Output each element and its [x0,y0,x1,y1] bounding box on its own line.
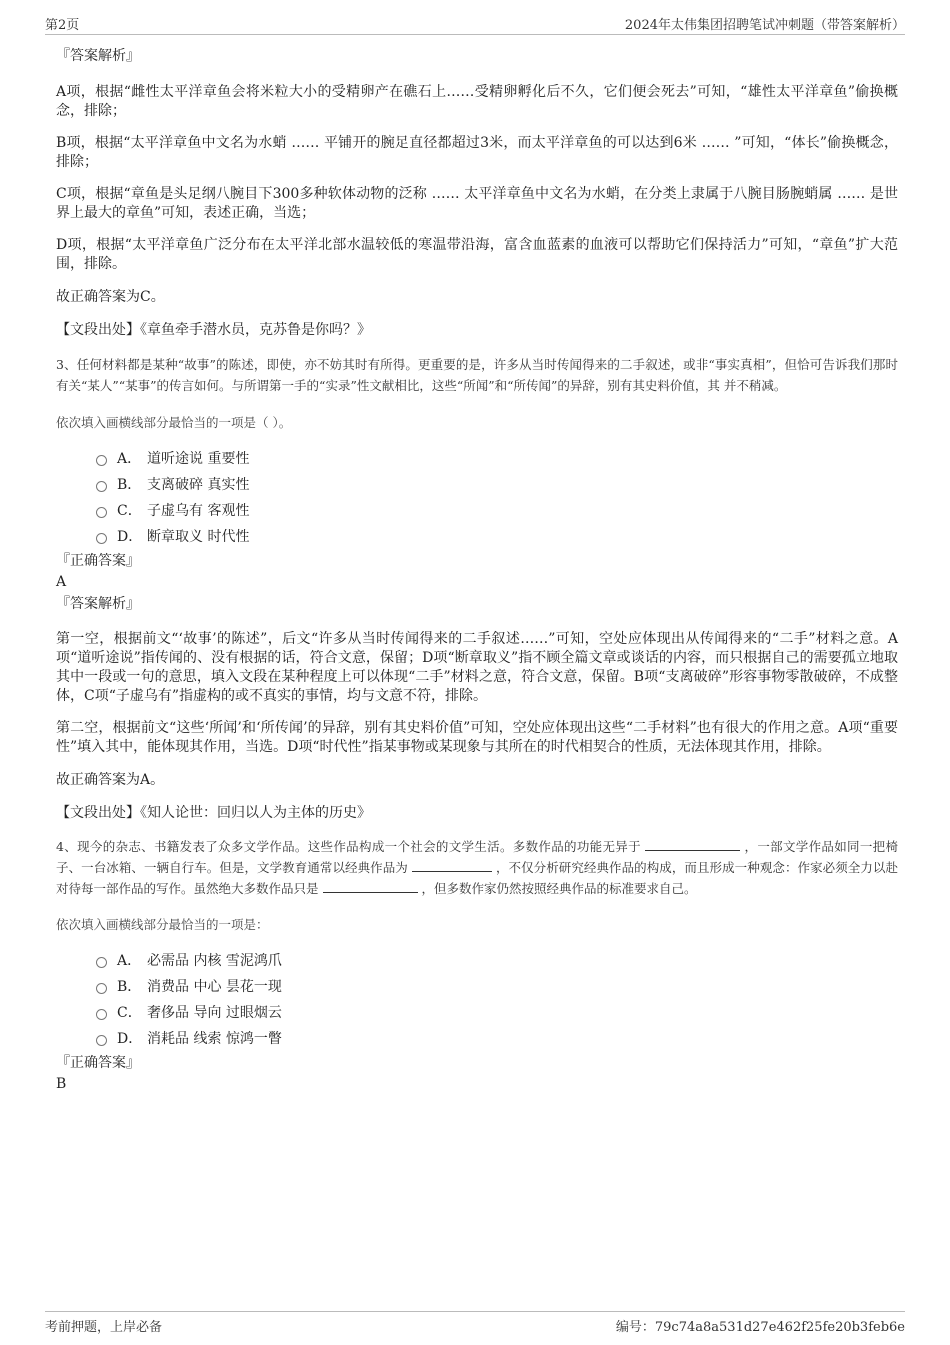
fill-blank [412,859,492,872]
radio-button-icon[interactable] [96,533,107,544]
option-letter: D． [117,1031,143,1047]
option-b[interactable] [96,973,898,999]
analysis-para-c: C项，根据“章鱼是头足纲八腕目下300多种软体动物的泛称 …… 太平洋章鱼中文名为水蛸，在分类上隶属于八腕目肠腕蛸属 …… 是世界上最大的章鱼”可知，表述正确，当选； [56,186,898,221]
option-text: 消费品 中心 昙花一现 [147,979,282,995]
radio-button-icon[interactable] [96,455,107,466]
question-3-prompt: 依次填入画横线部分最恰当的一项是（ ）。 [56,415,292,430]
option-letter: A． [117,451,142,467]
analysis-para-blank-2: 第二空，根据前文“这些‘所闻’和‘所传闻’的异辞，别有其史料价值”可知，空处应体现出这些“二手材料”也有很大的作用之意。A项“重要性”填入其中，能体现其作用，当选。D项“时代性”指某事物或某现象与其所在的时代相契合的性质，无法体现其作用，排除。 [56,720,898,755]
source-citation: 【文段出处】《章鱼牵手潜水员，克苏鲁是你吗？》 [56,322,371,338]
option-letter: B． [117,979,142,995]
radio-button-icon[interactable] [96,983,107,994]
question-3-stem: 3、任何材料都是某种“故事”的陈述，即使，亦不妨其时有所得。更重要的是，许多从当时传闻得来的二手叙述，或非“事实真相”，但恰可告诉我们那时有关“某人”“某事”的传言如何。与所谓第一手的“实录”性文献相比，这些“所闻”和“所传闻”的异辞，别有其史料价值，其 并不稍减。 [56,357,898,393]
option-text: 子虚乌有 客观性 [147,503,250,519]
analysis-conclusion: 故正确答案为C。 [56,289,165,305]
radio-button-icon[interactable] [96,507,107,518]
option-text: 道听途说 重要性 [147,451,250,467]
source-citation: 【文段出处】《知人论世：回归以人为主体的历史》 [56,805,371,821]
radio-button-icon[interactable] [96,1035,107,1046]
analysis-para-d: D项，根据“太平洋章鱼广泛分布在太平洋北部水温较低的寒温带沿海，富含血蓝素的血液可以帮助它们保持活力”可知，“章鱼”扩大范围，排除。 [56,237,898,272]
question-4-options [56,947,898,1051]
document-title: 2024年太伟集团招聘笔试冲刺题（带答案解析） [624,18,905,33]
fill-blank [645,838,740,851]
question-4-stem [56,836,898,899]
page-footer [45,1311,905,1336]
option-b[interactable] [96,471,898,497]
option-a[interactable] [96,445,898,471]
option-d[interactable] [96,523,898,549]
question-3-options [56,445,898,549]
page-header [45,12,905,35]
footer-slogan: 考前押题，上岸必备 [45,1320,163,1335]
option-d[interactable] [96,1025,898,1051]
correct-answer: B [56,1076,67,1092]
question-4-prompt: 依次填入画横线部分最恰当的一项是： [56,917,269,932]
option-text: 奢侈品 导向 过眼烟云 [147,1005,282,1021]
option-letter: D． [117,529,143,545]
analysis-label: 『答案解析』 [56,48,140,64]
stem-segment: ，不仅分析研究经典作品的构成，而且形成一种观念：作家必须全力以赴对待每一部作品的写作。虽然绝大多数作品只是 [56,860,898,896]
radio-button-icon[interactable] [96,957,107,968]
analysis-para-blank-1: 第一空，根据前文“‘故事’的陈述”，后文“许多从当时传闻得来的二手叙述……”可知，空处应体现出从传闻得来的“二手”材料之意。A项“道听途说”指传闻的、没有根据的话，符合文意，保留；D项“断章取义”指不顾全篇文章或谈话的内容，而只根据自己的需要孤立地取其中一段或一句的意思，填入文段在某种程度上可以体现“二手”材料之意，符合文意，保留。B项“支离破碎”形容事物零散破碎，不成整体，C项“子虚乌有”指虚构的或不真实的事情，均与文意不符，排除。 [56,631,898,704]
option-text: 消耗品 线索 惊鸿一瞥 [147,1031,282,1047]
option-letter: C． [117,503,142,519]
document-id: 编号：79c74a8a531d27e462f25fe20b3feb6e [615,1320,905,1335]
analysis-label: 『答案解析』 [56,596,140,612]
option-c[interactable] [96,497,898,523]
option-letter: A． [117,953,142,969]
option-text: 支离破碎 真实性 [147,477,250,493]
stem-segment: ，但多数作家仍然按照经典作品的标准要求自己。 [421,881,697,896]
option-letter: C． [117,1005,142,1021]
radio-button-icon[interactable] [96,481,107,492]
option-c[interactable] [96,999,898,1025]
page-number: 第2页 [45,18,80,33]
option-letter: B． [117,477,142,493]
option-text: 断章取义 时代性 [147,529,250,545]
correct-answer: A [56,574,67,590]
analysis-para-b: B项，根据“太平洋章鱼中文名为水蛸 …… 平铺开的腕足直径都超过3米，而太平洋章鱼的可以达到6米 …… ”可知，“体长”偷换概念，排除； [56,135,898,170]
document-body [56,44,898,1093]
correct-answer-label: 『正确答案』 [56,553,140,569]
stem-segment: 4、现今的杂志、书籍发表了众多文学作品。这些作品构成一个社会的文学生活。多数作品的功能无异于 [56,839,641,854]
stem-segment: ，一部文学作品如同一把椅子、一台冰箱、一辆自行车。但是，文学教育通常以经典作品为 [56,839,898,875]
fill-blank [323,880,418,893]
radio-button-icon[interactable] [96,1009,107,1020]
option-text: 必需品 内核 雪泥鸿爪 [147,953,282,969]
analysis-conclusion: 故正确答案为A。 [56,772,165,788]
correct-answer-label: 『正确答案』 [56,1055,140,1071]
option-a[interactable] [96,947,898,973]
analysis-para-a: A项，根据“雌性太平洋章鱼会将米粒大小的受精卵产在礁石上……受精卵孵化后不久，它们便会死去”可知，“雄性太平洋章鱼”偷换概念，排除； [56,84,898,119]
